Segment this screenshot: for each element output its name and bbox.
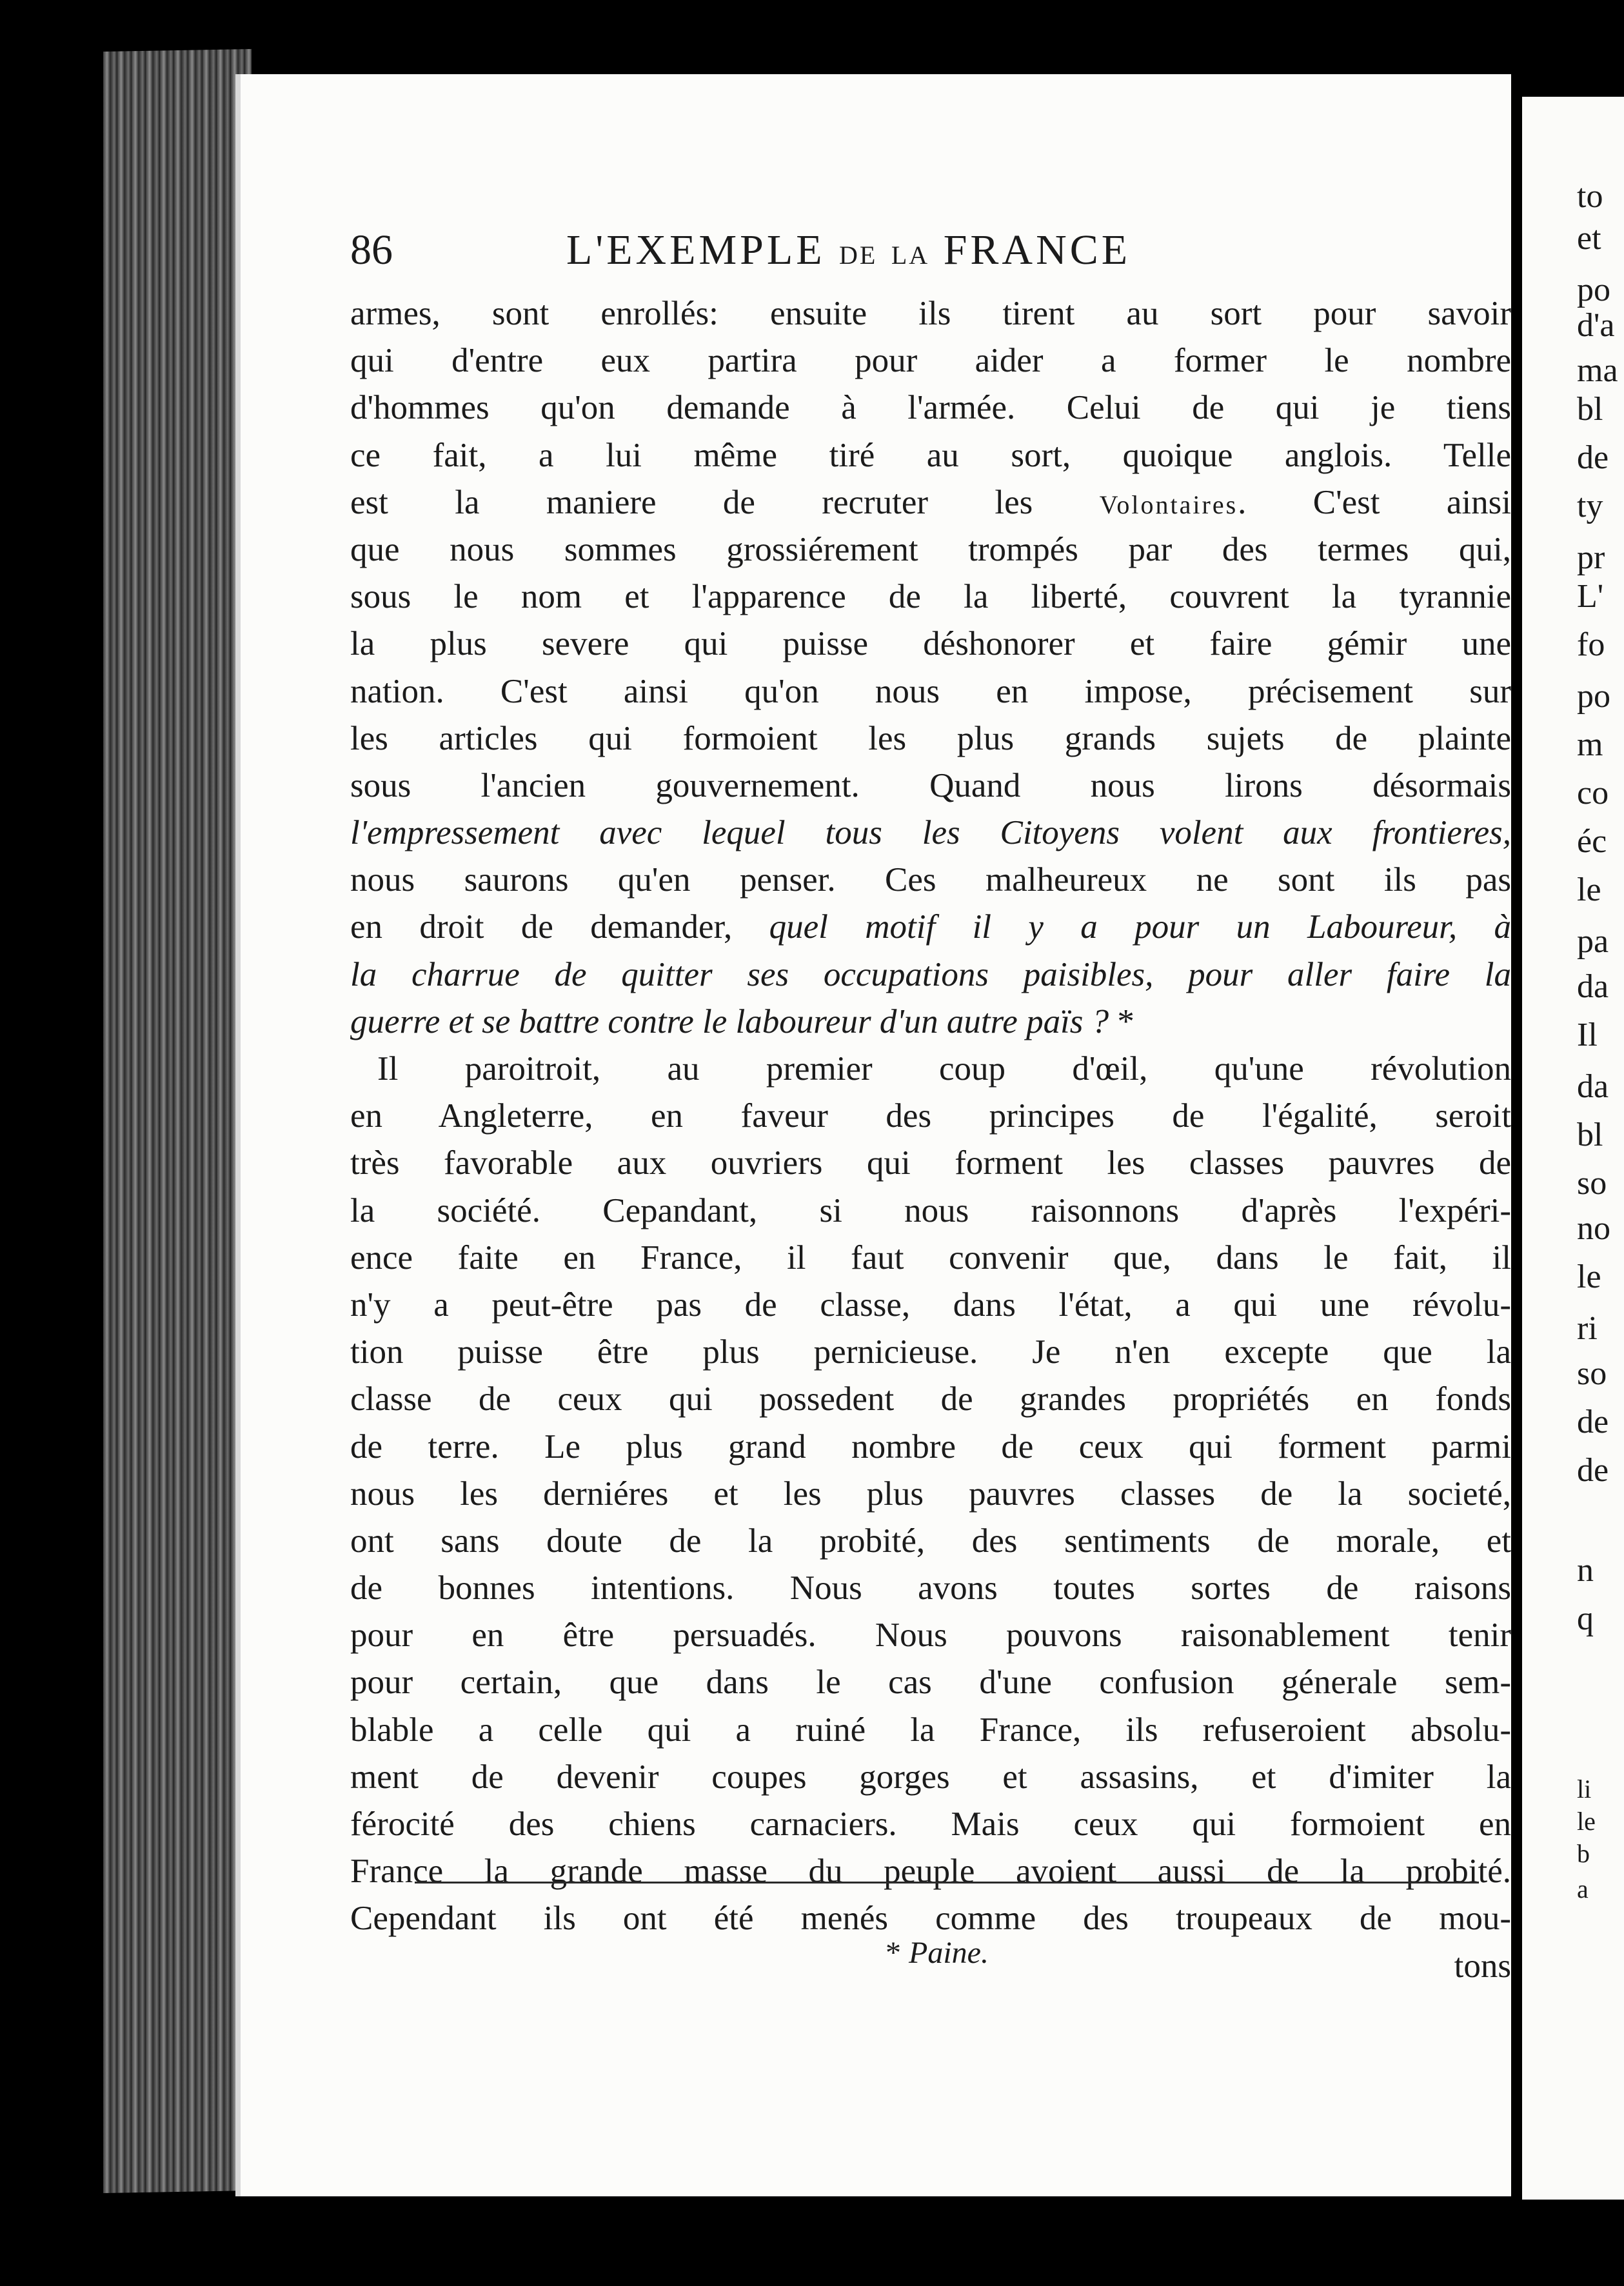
adjacent-fragment: de — [1577, 439, 1609, 476]
adjacent-fragment: ma — [1577, 352, 1618, 389]
footnote-rule — [415, 1882, 1479, 1883]
volontaires-small-caps: Volontaires — [1099, 490, 1238, 519]
adjacent-fragment: ty — [1577, 488, 1603, 524]
text-line: ont sans doute de la probité, des sentiments de morale, et — [350, 1522, 1511, 1560]
adjacent-fragment: le — [1577, 1807, 1596, 1836]
running-title: L'EXEMPLE DE LA FRANCE — [566, 226, 1131, 273]
text-line: France la grande masse du peuple avoient aussi de la probité. — [350, 1853, 1511, 1891]
adjacent-fragment: le — [1577, 871, 1601, 908]
adjacent-fragment: a — [1577, 1874, 1589, 1903]
adjacent-fragment: éc — [1577, 823, 1607, 860]
adjacent-fragment: Il — [1577, 1017, 1598, 1053]
text-line: pour en être persuadés. Nous pouvons raisonablement tenir — [350, 1616, 1511, 1655]
text-line: qui d'entre eux partira pour aider a former le nombre — [350, 342, 1511, 380]
adjacent-fragment: ri — [1577, 1310, 1598, 1347]
adjacent-fragment: d'a — [1577, 307, 1615, 344]
text-line: que nous sommes grossiérement trompés par des termes qui, — [350, 530, 1511, 568]
text-line: est la maniere de recruter les Volontaires. C'est ainsi — [350, 483, 1511, 521]
adjacent-fragment: de — [1577, 1404, 1609, 1440]
text-line: ment de devenir coupes gorges et assasins, et d'imiter la — [350, 1758, 1511, 1796]
text-line: classe de ceux qui possedent de grandes propriétés en fonds — [350, 1380, 1511, 1418]
adjacent-fragment: q — [1577, 1600, 1594, 1637]
text-line: en droit de demander, quel motif il y a pour un Laboureur, à — [350, 908, 1511, 946]
text-line: tion puisse être plus pernicieuse. Je n'en excepte que la — [350, 1333, 1511, 1371]
adjacent-fragment: bl — [1577, 1117, 1603, 1153]
text-line: nation. C'est ainsi qu'on nous en impose, précisement sur — [350, 672, 1511, 710]
text-line: sous le nom et l'apparence de la liberté, couvrent la tyrannie — [350, 578, 1511, 616]
text-line: de bonnes intentions. Nous avons toutes sortes de raisons — [350, 1569, 1511, 1607]
text-line: sous l'ancien gouvernement. Quand nous lirons désormais — [350, 766, 1511, 804]
adjacent-fragment: li — [1577, 1774, 1592, 1804]
text-line: la plus severe qui puisse déshonorer et faire gémir une — [350, 625, 1511, 663]
text-line: de terre. Le plus grand nombre de ceux qui forment parmi — [350, 1427, 1511, 1466]
footnote-reference: * — [1117, 1002, 1134, 1040]
text-line: Il paroitroit, au premier coup d'œil, qu'une révolution — [377, 1050, 1511, 1088]
adjacent-fragment: so — [1577, 1355, 1607, 1392]
adjacent-fragment: pr — [1577, 539, 1605, 576]
adjacent-fragment: L' — [1577, 578, 1604, 615]
text-line: armes, sont enrollés: ensuite ils tirent au sort pour savoir — [350, 295, 1511, 332]
adjacent-fragment: po — [1577, 272, 1610, 308]
adjacent-fragment: co — [1577, 775, 1609, 811]
text-line-italic: l'empressement avec lequel tous les Citoyens volent aux frontieres, — [350, 814, 1511, 852]
footnote: * Paine. — [886, 1936, 989, 1970]
adjacent-fragment: so — [1577, 1165, 1607, 1202]
book-page — [235, 74, 1511, 2196]
adjacent-fragment: b — [1577, 1839, 1590, 1868]
text-line: très favorable aux ouvriers qui forment les classes pauvres de — [350, 1144, 1511, 1182]
adjacent-fragment: to — [1577, 178, 1603, 215]
text-line: nous les derniéres et les plus pauvres classes de la societé, — [350, 1475, 1511, 1513]
text-line-italic: la charrue de quitter ses occupations paisibles, pour aller faire la — [350, 955, 1511, 993]
catchword: tons — [1454, 1947, 1511, 1985]
adjacent-fragment: le — [1577, 1258, 1601, 1295]
adjacent-fragment: de — [1577, 1452, 1609, 1489]
adjacent-fragment: n — [1577, 1552, 1594, 1589]
text-line: pour certain, que dans le cas d'une confusion génerale sem- — [350, 1664, 1511, 1702]
adjacent-fragment: bl — [1577, 391, 1603, 428]
text-line: Cependant ils ont été menés comme des troupeaux de mou- — [350, 1900, 1511, 1938]
text-line: blable a celle qui a ruiné la France, ils refuseroient absolu- — [350, 1711, 1511, 1749]
page-number: 86 — [350, 226, 393, 273]
book-fore-edge — [103, 49, 252, 2193]
adjacent-fragment: no — [1577, 1210, 1610, 1247]
text-line: férocité des chiens carnaciers. Mais ceux qui formoient en — [350, 1805, 1511, 1843]
adjacent-fragment: po — [1577, 678, 1610, 715]
adjacent-fragment: da — [1577, 968, 1609, 1005]
adjacent-fragment: fo — [1577, 626, 1605, 663]
text-line: les articles qui formoient les plus grands sujets de plainte — [350, 719, 1511, 757]
adjacent-fragment: da — [1577, 1068, 1609, 1105]
text-line: guerre et se battre contre le laboureur d'un autre païs ? * — [350, 1002, 1134, 1040]
text-line: la société. Cepandant, si nous raisonnons d'après l'expéri- — [350, 1191, 1511, 1229]
text-line: ce fait, a lui même tiré au sort, quoique anglois. Telle — [350, 436, 1511, 474]
adjacent-page-fragment — [1522, 97, 1624, 2200]
adjacent-fragment: m — [1577, 726, 1603, 763]
text-line: ence faite en France, il faut convenir que, dans le fait, il — [350, 1238, 1511, 1277]
body-text — [350, 290, 1511, 1990]
text-line: nous saurons qu'en penser. Ces malheureux ne sont ils pas — [350, 861, 1511, 899]
text-line: n'y a peut-être pas de classe, dans l'état, a qui une révolu- — [350, 1286, 1511, 1324]
text-line: en Angleterre, en faveur des principes de l'égalité, seroit — [350, 1097, 1511, 1135]
text-line: d'hommes qu'on demande à l'armée. Celui de qui je tiens — [350, 389, 1511, 427]
running-header — [350, 226, 1498, 284]
adjacent-fragment: et — [1577, 220, 1601, 257]
adjacent-fragment: pa — [1577, 923, 1609, 960]
